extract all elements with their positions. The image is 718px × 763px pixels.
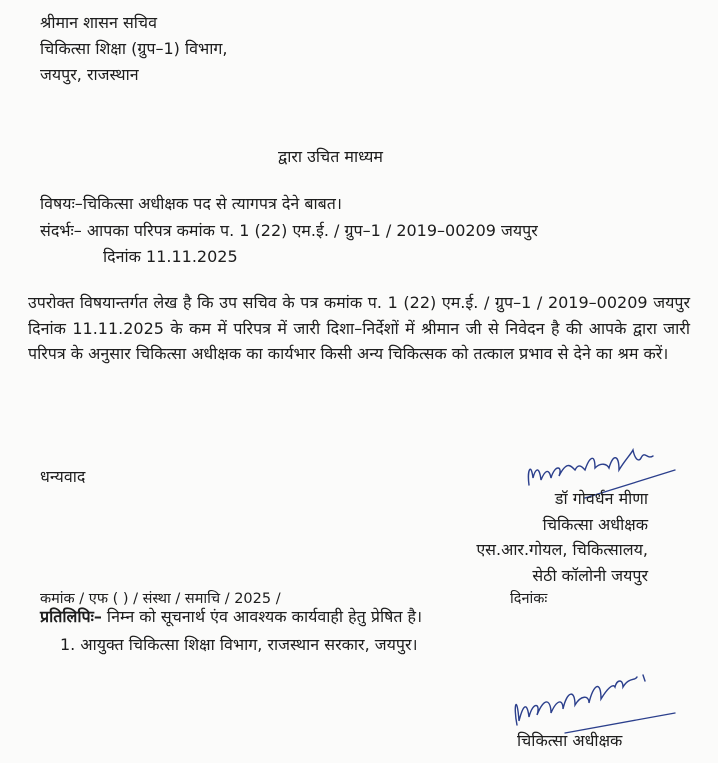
signatory-name: डॉ गोवर्धन मीणा bbox=[554, 489, 648, 508]
signatory-institution: एस.आर.गोयल, चिकित्सालय, bbox=[476, 540, 648, 559]
copy-label: प्रतिलिपिः– bbox=[40, 607, 102, 626]
signatory-location: सेठी कॉलोनी जयपुर bbox=[532, 565, 648, 585]
reference-label: संदर्भः– bbox=[40, 221, 82, 240]
dispatch-number: कमांक / एफ ( ) / संस्था / समाचि / 2025 / bbox=[40, 591, 281, 607]
copy-item-1: 1. आयुक्त चिकित्सा शिक्षा विभाग, राजस्थान सरकार, जयपुर। bbox=[60, 635, 418, 654]
footer-signatory-designation: चिकित्सा अधीक्षक bbox=[517, 731, 623, 750]
reference-date: दिनांक 11.11.2025 bbox=[103, 247, 238, 266]
copy-line bbox=[40, 606, 422, 628]
signature-icon bbox=[505, 665, 705, 735]
channel-heading: द्वारा उचित माध्यम bbox=[278, 147, 383, 166]
reference-line bbox=[40, 220, 538, 242]
signatory-designation: चिकित्सा अधीक्षक bbox=[542, 514, 648, 534]
reference-text: आपका परिपत्र कमांक प. 1 (22) एम.ई. / ग्रुप–1 / 2019–00209 जयपुर bbox=[86, 221, 538, 240]
subject-text: चिकित्सा अधीक्षक पद से त्यागपत्र देने बाबत। bbox=[82, 194, 342, 213]
addressee-line-2: चिकित्सा शिक्षा (ग्रुप–1) विभाग, bbox=[40, 39, 228, 58]
body-paragraph: उपरोक्त विषयान्तर्गत लेख है कि उप सचिव के पत्र कमांक प. 1 (22) एम.ई. / ग्रुप–1 / 2019–00209 जयपुर दिनांक 11.11.2025 के कम में परिपत्र में जारी दिशा–निर्देशों में श्रीमान जी से निवेदन है की आपके द्वारा जारी परिपत्र के अनुसार चिकित्सा अधीक्षक का कार्यभार किसी अन्य चिकित्सक को तत्काल प्रभाव से देने का श्रम करें। bbox=[28, 293, 690, 363]
signatory-block bbox=[476, 486, 648, 588]
subject-label: विषयः– bbox=[40, 194, 83, 213]
subject-line bbox=[40, 193, 342, 215]
closing-text: धन्यवाद bbox=[40, 467, 86, 486]
addressee-line-1: श्रीमान शासन सचिव bbox=[40, 13, 157, 32]
dispatch-date-label: दिनांकः bbox=[510, 591, 548, 607]
addressee-line-3: जयपुर, राजस्थान bbox=[40, 65, 139, 84]
copy-text: निम्न को सूचनार्थ एंव आवश्यक कार्यवाही हेतु प्रेषित है। bbox=[106, 607, 423, 626]
